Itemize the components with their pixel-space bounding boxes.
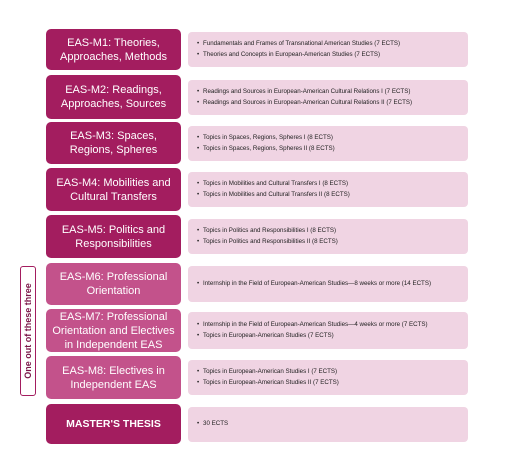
module-eas-m4: EAS-M4: Mobilities and Cultural Transfers xyxy=(46,168,181,211)
list-item: • Internship in the Field of European-American Studies—8 weeks or more (14 ECTS) xyxy=(197,279,432,287)
module-eas-m1: EAS-M1: Theories, Approaches, Methods xyxy=(46,29,181,70)
list-item: • Topics in European-American Studies II (7 ECTS) xyxy=(197,378,339,386)
list-item: • Topics in Politics and Responsibilities I (8 ECTS) xyxy=(197,227,337,234)
module-details-eas-m7 xyxy=(188,312,468,349)
module-details-masters-thesis xyxy=(188,407,468,442)
module-details-eas-m5 xyxy=(188,219,468,254)
module-details-eas-m2 xyxy=(188,80,468,115)
list-item: • 30 ECTS xyxy=(197,420,229,428)
module-eas-m3: EAS-M3: Spaces, Regions, Spheres xyxy=(46,122,181,164)
module-details-eas-m1 xyxy=(188,32,468,67)
list-item: • Topics in European-American Studies (7 ECTS) xyxy=(197,331,334,339)
elective-group-bracket xyxy=(20,266,36,396)
list-item: • Internship in the Field of European-American Studies—4 weeks or more (7 ECTS) xyxy=(197,321,428,328)
list-item: • Readings and Sources in European-American Cultural Relations II (7 ECTS) xyxy=(197,98,413,106)
list-item: • Topics in European-American Studies I (7 ECTS) xyxy=(197,368,338,375)
module-details-eas-m4 xyxy=(188,172,468,207)
list-item: • Fundamentals and Frames of Transnational American Studies (7 ECTS) xyxy=(197,40,401,47)
module-eas-m8: EAS-M8: Electives in Independent EAS xyxy=(46,356,181,399)
module-eas-m6: EAS-M6: Professional Orientation xyxy=(46,263,181,305)
list-item: • Topics in Spaces, Regions, Spheres I (8 ECTS) xyxy=(197,134,333,141)
module-eas-m2: EAS-M2: Readings, Approaches, Sources xyxy=(46,75,181,119)
list-item: • Readings and Sources in European-American Cultural Relations I (7 ECTS) xyxy=(197,88,411,95)
list-item: • Topics in Mobilities and Cultural Transfers II (8 ECTS) xyxy=(197,190,350,198)
elective-group-label: One out of these three xyxy=(23,283,34,379)
module-details-eas-m6 xyxy=(188,266,468,302)
module-eas-m5: EAS-M5: Politics and Responsibilities xyxy=(46,215,181,258)
list-item: • Topics in Politics and Responsibilities II (8 ECTS) xyxy=(197,237,338,245)
module-eas-m7: EAS-M7: Professional Orientation and Electives in Independent EAS xyxy=(46,309,181,352)
module-details-eas-m3 xyxy=(188,126,468,161)
list-item: • Topics in Spaces, Regions, Spheres II (8 ECTS) xyxy=(197,144,335,152)
list-item: • Topics in Mobilities and Cultural Transfers I (8 ECTS) xyxy=(197,180,349,187)
list-item: • Theories and Concepts in European-American Studies (7 ECTS) xyxy=(197,50,381,58)
module-masters-thesis: MASTER'S THESIS xyxy=(46,404,181,444)
module-details-eas-m8 xyxy=(188,360,468,395)
